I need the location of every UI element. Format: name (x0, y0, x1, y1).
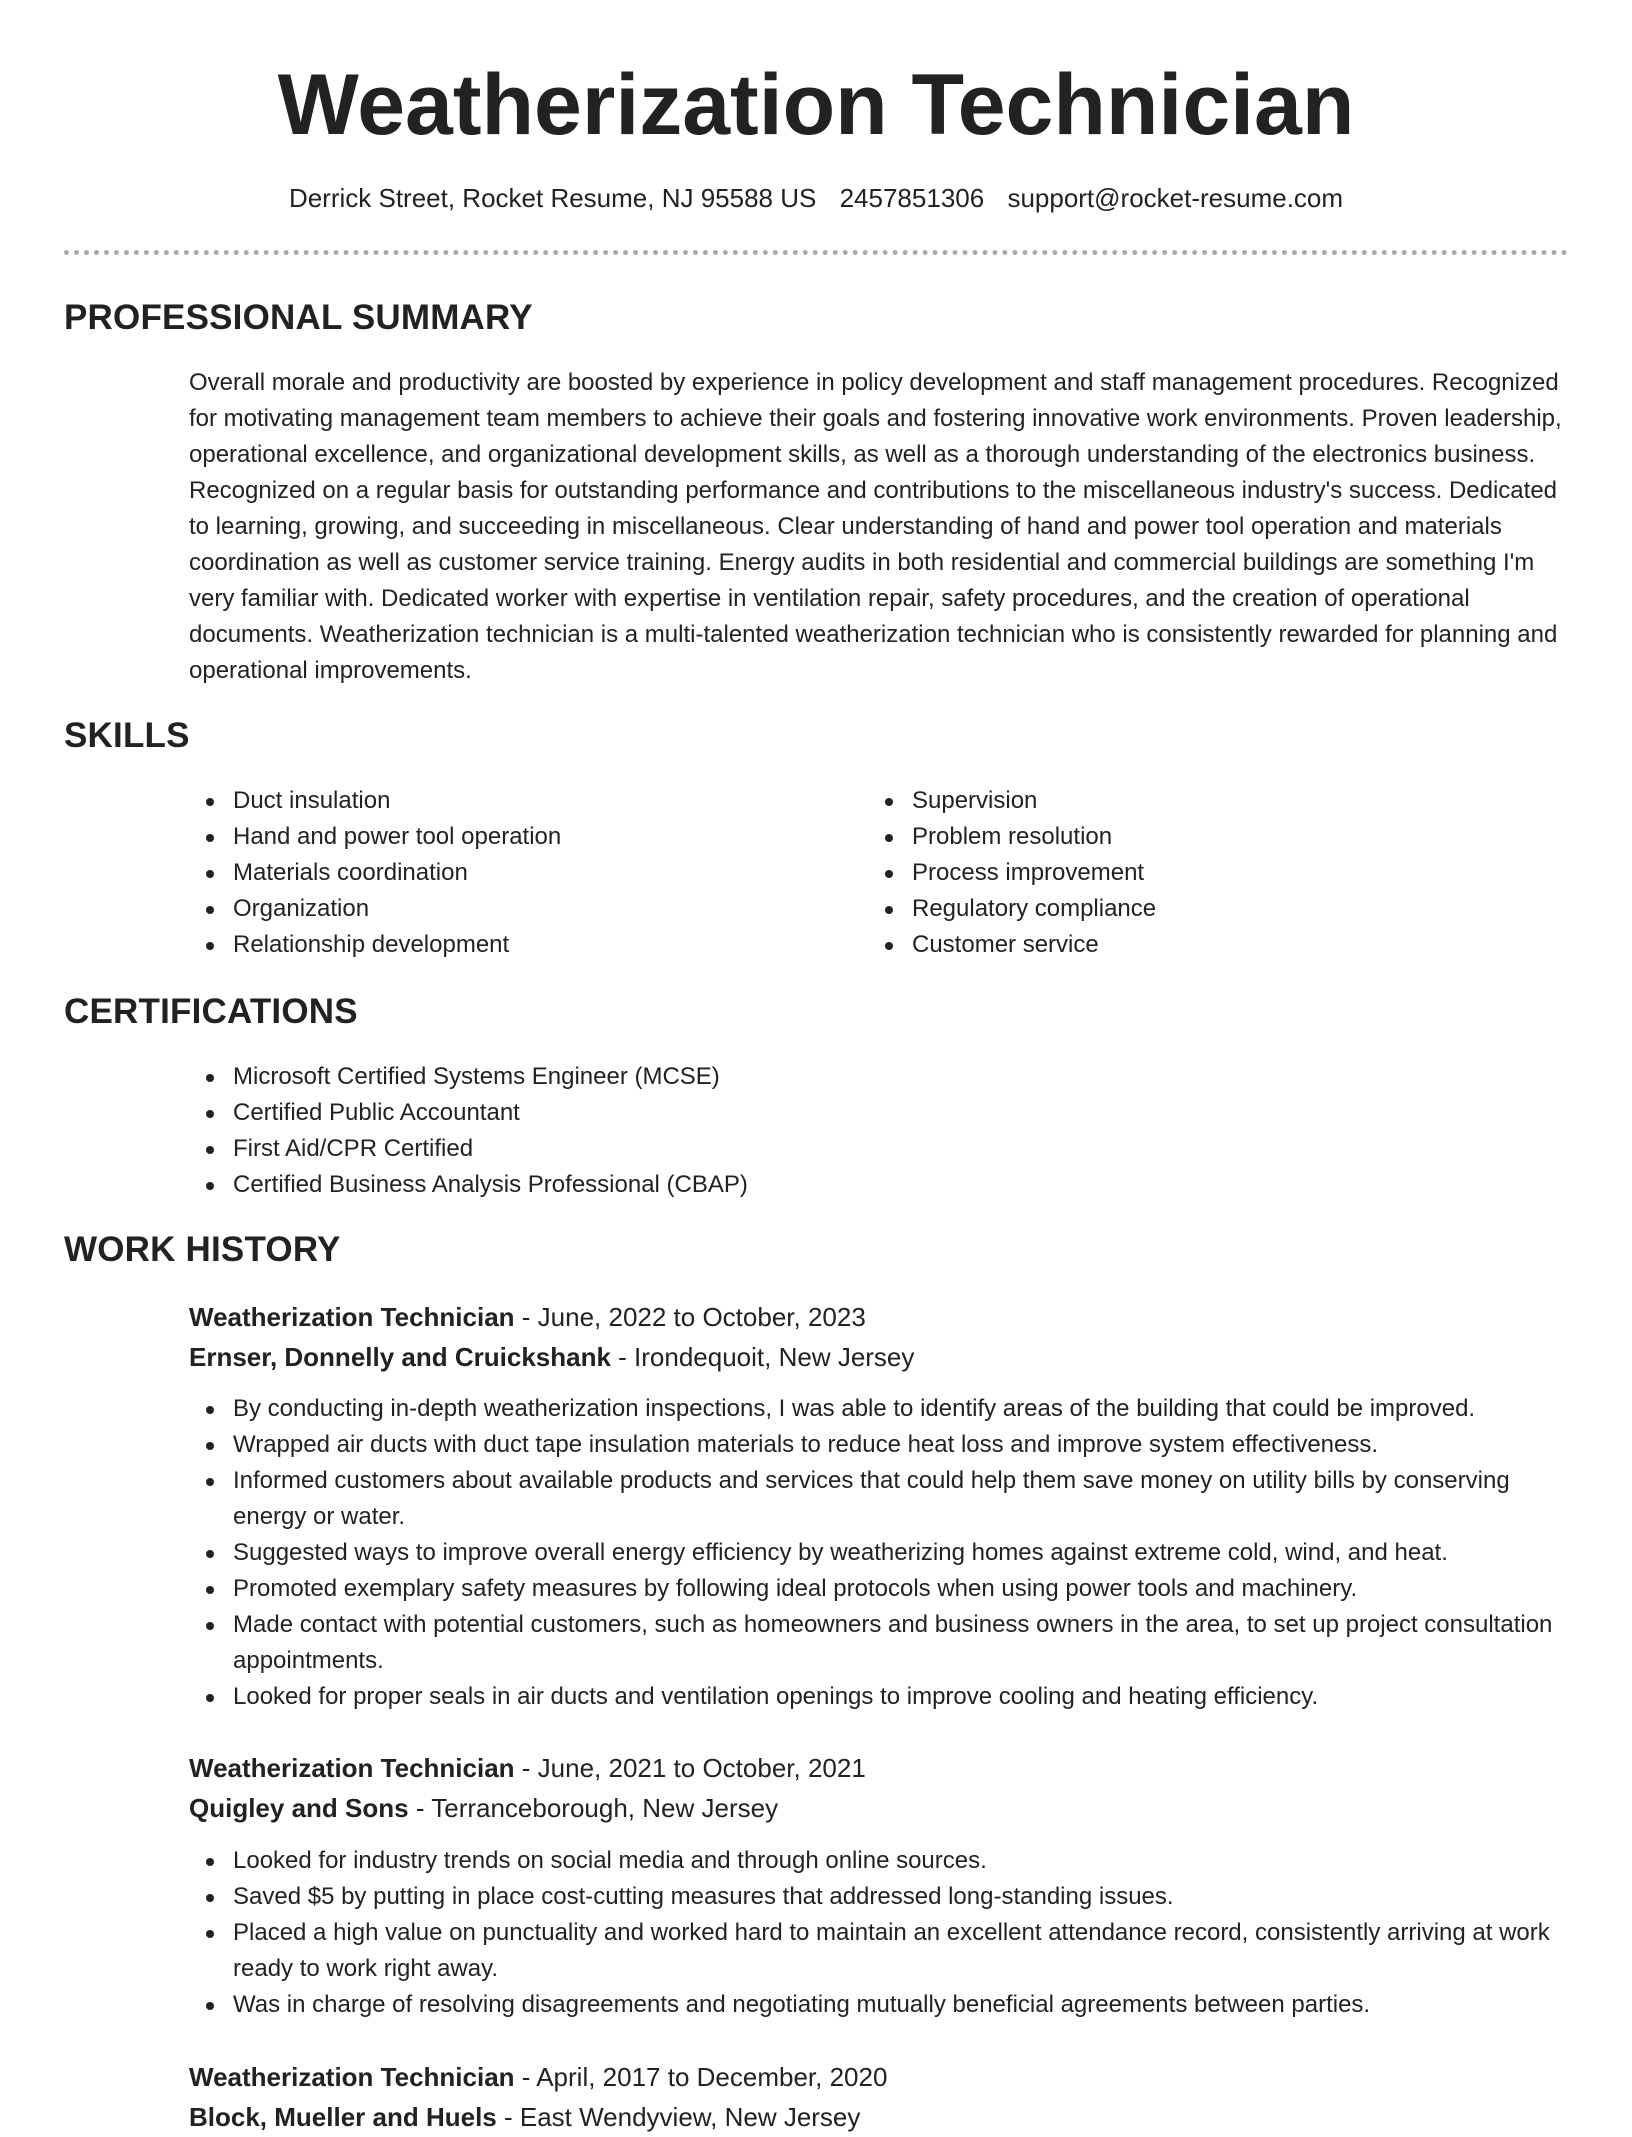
job-dates: - April, 2017 to December, 2020 (514, 2062, 888, 2092)
skill-item: Hand and power tool operation (189, 819, 809, 855)
job-bullet: Promoted exemplary safety measures by following ideal protocols when using power tools and machinery. (189, 1571, 1571, 1607)
skill-item: Materials coordination (189, 855, 809, 891)
skill-item: Duct insulation (189, 783, 809, 819)
skills-heading: SKILLS (64, 716, 190, 755)
skill-item: Process improvement (868, 855, 1488, 891)
job-bullet: Saved $5 by putting in place cost-cutting measures that addressed long-standing issues. (189, 1879, 1571, 1915)
contact-phone: 2457851306 (839, 183, 985, 213)
job-location: - East Wendyview, New Jersey (496, 2102, 861, 2132)
work-history-heading: WORK HISTORY (64, 1230, 341, 1269)
job-company: Ernser, Donnelly and Cruickshank (189, 1342, 611, 1372)
job-title-line (189, 1748, 866, 1788)
skills-list-right (868, 783, 1488, 963)
job-location: - Terranceborough, New Jersey (408, 1793, 779, 1823)
job-bullet: Was in charge of resolving disagreements and negotiating mutually beneficial agreements between parties. (189, 1987, 1571, 2023)
skill-item: Relationship development (189, 927, 809, 963)
job-bullet: By conducting in-depth weatherization inspections, I was able to identify areas of the building that could be improved. (189, 1391, 1571, 1427)
skill-item: Customer service (868, 927, 1488, 963)
job-bullets (189, 1843, 1571, 2023)
job-location: - Irondequoit, New Jersey (610, 1342, 915, 1372)
contact-line (0, 181, 1632, 215)
job-bullet: Made contact with potential customers, such as homeowners and business owners in the area, to set up project consultation appointments. (189, 1607, 1571, 1679)
job-dates: - June, 2021 to October, 2021 (514, 1753, 866, 1783)
job-bullet: Looked for industry trends on social media and through online sources. (189, 1843, 1571, 1879)
contact-address: Derrick Street, Rocket Resume, NJ 95588 US (288, 183, 817, 213)
job-title-line (189, 1297, 866, 1337)
job-title: Weatherization Technician (189, 2062, 515, 2092)
job-bullet: Looked for proper seals in air ducts and ventilation openings to improve cooling and heating efficiency. (189, 1679, 1571, 1715)
skills-list-left (189, 783, 809, 963)
skill-item: Problem resolution (868, 819, 1488, 855)
certification-item: Microsoft Certified Systems Engineer (MCSE) (189, 1059, 1571, 1095)
job-title: Weatherization Technician (189, 1302, 515, 1332)
certification-item: Certified Public Accountant (189, 1095, 1571, 1131)
job-title: Weatherization Technician (189, 1753, 515, 1783)
summary-text: Overall morale and productivity are boosted by experience in policy development and staff management procedures. Recognized for motivating management team members to achieve their goals and fostering innovative work environments. Proven leadership, operational excellence, and organizational development skills, as well as a thorough understanding of the electronics business. Recognized on a regular basis for outstanding performance and contributions to the miscellaneous industry's success. Dedicated to learning, growing, and succeeding in miscellaneous. Clear understanding of hand and power tool operation and materials coordination as well as customer service training. Energy audits in both residential and commercial buildings are something I'm very familiar with. Dedicated worker with expertise in ventilation repair, safety procedures, and the creation of operational documents. Weatherization technician is a multi-talented weatherization technician who is consistently rewarded for planning and operational improvements. (189, 369, 1562, 684)
job-dates: - June, 2022 to October, 2023 (514, 1302, 866, 1332)
job-company: Quigley and Sons (189, 1793, 409, 1823)
job-bullet: Suggested ways to improve overall energy efficiency by weatherizing homes against extreme cold, wind, and heat. (189, 1535, 1571, 1571)
summary-heading: PROFESSIONAL SUMMARY (64, 298, 533, 337)
header-divider (64, 250, 1568, 255)
job-company-line (189, 1788, 778, 1828)
job-bullet: Placed a high value on punctuality and worked hard to maintain an excellent attendance record, consistently arriving at work ready to work right away. (189, 1915, 1571, 1987)
job-company: Block, Mueller and Huels (189, 2102, 497, 2132)
skill-item: Supervision (868, 783, 1488, 819)
skill-item: Regulatory compliance (868, 891, 1488, 927)
job-company-line (189, 1337, 914, 1377)
job-bullets (189, 1391, 1571, 1715)
certification-item: First Aid/CPR Certified (189, 1131, 1571, 1167)
job-bullet: Wrapped air ducts with duct tape insulation materials to reduce heat loss and improve system effectiveness. (189, 1427, 1571, 1463)
job-bullet: Informed customers about available products and services that could help them save money on utility bills by conserving energy or water. (189, 1463, 1571, 1535)
certifications-heading: CERTIFICATIONS (64, 992, 358, 1031)
contact-email: support@rocket-resume.com (1007, 183, 1344, 213)
resume-name: Weatherization Technician (277, 57, 1355, 153)
job-title-line (189, 2057, 887, 2097)
skill-item: Organization (189, 891, 809, 927)
job-company-line (189, 2097, 860, 2137)
certification-item: Certified Business Analysis Professional (CBAP) (189, 1167, 1571, 1203)
certifications-list (189, 1059, 1571, 1203)
